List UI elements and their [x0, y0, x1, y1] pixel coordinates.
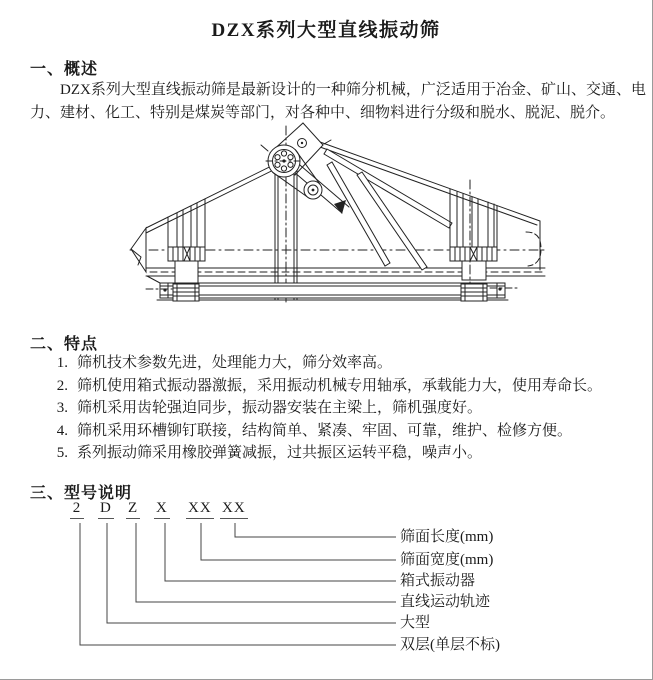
vibrating-screen-illustration	[100, 118, 560, 323]
feature-text: 筛机技术参数先进，处理能力大，筛分效率高。	[77, 355, 393, 371]
model-connector-lines	[0, 495, 653, 675]
features-heading: 二、特点	[30, 336, 99, 353]
model-code-diagram	[0, 495, 653, 675]
model-label-screen-length: 筛面长度(mm)	[400, 529, 494, 545]
feature-item	[46, 375, 636, 398]
feature-text: 系列振动筛采用橡胶弹簧减振，过共振区运转平稳，噪声小。	[77, 445, 483, 462]
feature-item	[46, 352, 636, 375]
code-part-length: XX	[220, 500, 248, 519]
feature-text: 筛机采用环槽铆钉联接，结构简单、紧凑、牢固、可靠，维护、检修方便。	[77, 422, 573, 439]
model-heading: 三、型号说明	[30, 485, 133, 502]
feature-number: 2.	[56, 377, 68, 394]
feature-number: 3.	[56, 400, 68, 417]
code-part-width: XX	[186, 500, 214, 519]
model-label-linear-motion: 直线运动轨迹	[400, 594, 491, 610]
feature-item	[46, 442, 636, 465]
feature-item	[46, 397, 636, 420]
overview-paragraph: DZX系列大型直线振动筛是最新设计的一种筛分机械，广泛适用于冶金、矿山、交通、电力、建材、化工、特别是煤炭等部门，对各种中、细物料进行分级和脱水、脱泥、脱介。	[30, 82, 646, 121]
feature-number: 1.	[56, 355, 68, 371]
model-label-double-deck: 双层(单层不标)	[400, 637, 500, 653]
model-label-box-exciter: 箱式振动器	[400, 573, 476, 589]
feature-number: 4.	[56, 422, 68, 439]
feature-text: 筛机采用齿轮强迫同步，振动器安装在主梁上，筛机强度好。	[77, 400, 483, 417]
feature-number: 5.	[56, 445, 68, 462]
model-label-screen-width: 筛面宽度(mm)	[400, 552, 494, 568]
code-part-linear: Z	[126, 500, 140, 519]
feature-text: 筛机使用箱式振动器激振，采用振动机械专用轴承，承载能力大，使用寿命长。	[77, 377, 603, 394]
code-part-large: D	[98, 500, 114, 519]
overview-heading: 一、概述	[30, 61, 99, 78]
code-part-exciter: X	[154, 500, 170, 519]
model-label-large-type: 大型	[400, 615, 431, 631]
machine-drawing	[100, 118, 560, 323]
page-title: DZX系列大型直线振动筛	[211, 20, 441, 41]
feature-list	[46, 352, 636, 465]
feature-item	[46, 420, 636, 443]
code-part-layers: 2	[70, 500, 84, 519]
